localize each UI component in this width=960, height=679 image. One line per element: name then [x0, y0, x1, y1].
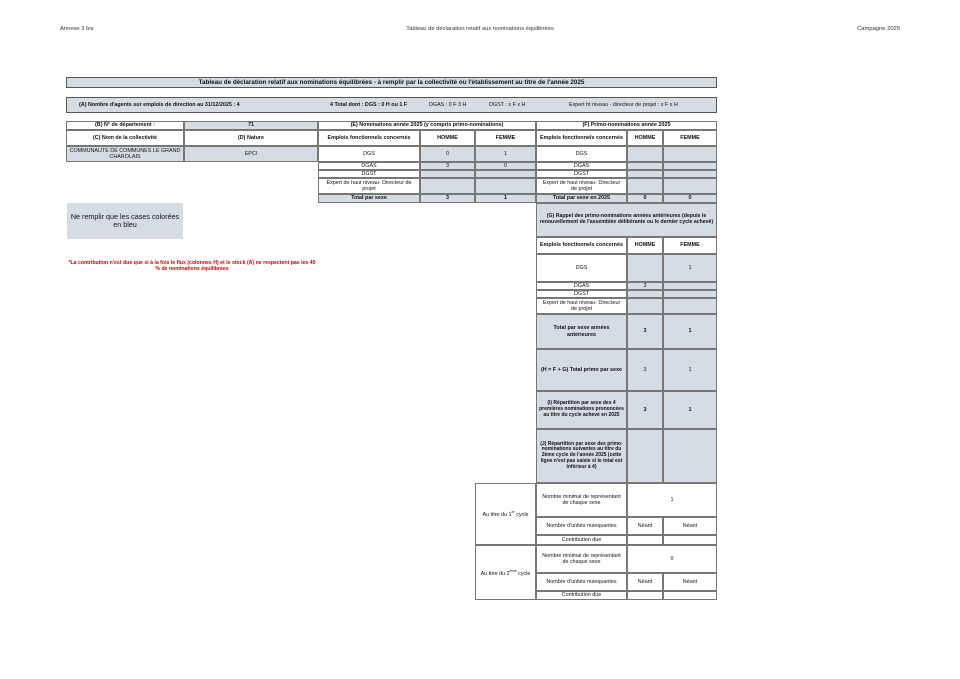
section-i-femme[interactable]: 1 [663, 391, 717, 429]
section-e-title: (E) Nominations année 2025 (y compris primo-nominations) [318, 121, 536, 130]
cycle-2-label-suffix: cycle [516, 570, 531, 577]
section-f-row-label: DGAS [536, 162, 627, 170]
section-e-homme-input[interactable] [420, 170, 475, 178]
section-g-col-femme: FEMME [663, 237, 717, 254]
section-g-femme-input[interactable] [663, 298, 717, 314]
cycle-1-label-sup: er [511, 510, 515, 514]
department-label: (B) N° de département : [66, 121, 184, 130]
section-f-homme-input[interactable] [627, 170, 663, 178]
section-f-col-femme: FEMME [663, 130, 717, 146]
section-g-total-homme: 3 [627, 314, 663, 349]
section-f-row-label: DGS [536, 146, 627, 162]
annex-label: Annexe 3 bis [60, 26, 94, 32]
section-g-homme-input[interactable] [627, 298, 663, 314]
cycle-2-contribution-label: Contribution due [536, 591, 627, 600]
section-g-total-femme: 1 [663, 314, 717, 349]
section-h-femme: 1 [663, 349, 717, 391]
section-g-homme-input[interactable]: 3 [627, 282, 663, 290]
row-a-dgas: DGAS : 0 F 3 H [429, 102, 467, 108]
section-h-homme: 3 [627, 349, 663, 391]
section-e-row-label: DGAS [318, 162, 420, 170]
cycle-2-contribution-femme [663, 591, 717, 600]
section-f-femme-input[interactable] [663, 178, 717, 194]
section-j-label: (J) Répartition par sexe des primo-nominations suivantes au titre du 2ème cycle de l'année 2025 (cette ligne n'est pas saisie si le total est inférieur à 4) [536, 429, 627, 483]
row-a-total: 4 Total dont : DGS : 0 H ou 1 F [330, 102, 408, 108]
cycle-1-contribution-label: Contribution due [536, 535, 627, 545]
main-title: Tableau de déclaration relatif aux nominations équilibrées - à remplir par la collectivité ou l'établissement au titre de l'année 2025 [66, 77, 717, 88]
section-g-homme-input[interactable] [627, 254, 663, 282]
contribution-warning: *La contribution n'est due que si à la fois le flux (colonnes H) et le stock (A) ne respectent pas les 40 % de nominations équilibrées [68, 260, 316, 272]
campaign-label: Campagne 2025 [857, 26, 900, 32]
section-g-femme-input[interactable] [663, 290, 717, 298]
nature-header: (D) Nature [184, 130, 318, 146]
cycle-1-missing-label: Nombre d'unités manquantes [536, 517, 627, 535]
section-e-femme-input[interactable]: 0 [475, 162, 536, 170]
section-f-femme-input[interactable] [663, 162, 717, 170]
section-e-homme-input[interactable] [420, 178, 475, 194]
section-e-col-emploi: Emplois fonctionnels concernés [318, 130, 420, 146]
row-a-dgst: DGST : x F x H [489, 102, 526, 108]
section-f-row-label: Expert de haut niveau- Directeur de projet [536, 178, 627, 194]
cycle-2-label-text: Au titre du 2 [480, 570, 510, 577]
cycle-1-min-label: Nombre minimal de représentant de chaque sexe [536, 483, 627, 517]
section-e-col-homme: HOMME [420, 130, 475, 146]
section-g-col-homme: HOMME [627, 237, 663, 254]
cycle-2-contribution-homme [627, 591, 663, 600]
section-e-homme-input[interactable]: 0 [420, 146, 475, 162]
section-j-femme[interactable] [663, 429, 717, 483]
section-e-total-homme: 3 [420, 194, 475, 203]
cycle-1-missing-femme: Néant [663, 517, 717, 535]
section-g-row-label: DGST [536, 290, 627, 298]
row-a-label: (A) Nombre d'agents sur emplois de direction au 31/12/2025 : 4 [79, 102, 240, 108]
section-f-homme-input[interactable] [627, 162, 663, 170]
cycle-1-label-suffix: cycle [514, 511, 529, 518]
section-f-total-label: Total par sexe en 2025 [536, 194, 627, 203]
section-f-femme-input[interactable] [663, 146, 717, 162]
cycle-2-missing-homme: Néant [627, 573, 663, 591]
section-i-homme[interactable]: 3 [627, 391, 663, 429]
section-g-homme-input[interactable] [627, 290, 663, 298]
nature-value[interactable]: EPCI [184, 146, 318, 162]
section-h-label: (H = F + G) Total primo par sexe [536, 349, 627, 391]
section-e-homme-input[interactable]: 3 [420, 162, 475, 170]
section-g-total-label: Total par sexe années antérieures [536, 314, 627, 349]
collectivity-name-header: (C) Nom de la collectivité [66, 130, 184, 146]
section-f-total-femme: 0 [663, 194, 717, 203]
cycle-2-min-value: 0 [627, 545, 717, 573]
cycle-2-missing-label: Nombre d'unités manquantes [536, 573, 627, 591]
cycle-1-label [475, 483, 536, 545]
cycle-1-contribution-homme [627, 535, 663, 545]
section-g-col-emploi: Emplois fonctionnels concernés [536, 237, 627, 254]
section-f-homme-input[interactable] [627, 146, 663, 162]
section-f-total-homme: 0 [627, 194, 663, 203]
section-e-femme-input[interactable] [475, 170, 536, 178]
section-g-row-label: Expert de haut niveau- Directeur de projet [536, 298, 627, 314]
cycle-2-label-sup: ème [509, 568, 517, 573]
document-title-header: Tableau de déclaration relatif aux nominations équilibrées [406, 26, 554, 32]
cycle-2-label [475, 545, 536, 600]
section-e-total-femme: 1 [475, 194, 536, 203]
cycle-1-contribution-femme [663, 535, 717, 545]
cycle-1-min-value: 1 [627, 483, 717, 517]
section-f-title: (F) Primo-nominations année 2025 [536, 121, 717, 130]
section-e-row-label: DGST [318, 170, 420, 178]
instruction-note: Ne remplir que les cases colorées en bleu [67, 203, 183, 239]
section-e-femme-input[interactable] [475, 178, 536, 194]
section-g-femme-input[interactable]: 1 [663, 254, 717, 282]
section-e-row-label: Expert de haut niveau- Directeur de projet [318, 178, 420, 194]
section-e-col-femme: FEMME [475, 130, 536, 146]
section-g-row-label: DGS [536, 254, 627, 282]
section-f-col-emploi: Emplois fonctionnels concernés [536, 130, 627, 146]
collectivity-name-value[interactable]: COMMUNAUTE DE COMMUNES LE GRAND CHAROLAIS [66, 146, 184, 162]
section-g-row-label: DGAS [536, 282, 627, 290]
section-e-femme-input[interactable]: 1 [475, 146, 536, 162]
section-f-col-homme: HOMME [627, 130, 663, 146]
section-e-row-label: DGS [318, 146, 420, 162]
section-j-homme[interactable] [627, 429, 663, 483]
section-i-label: (I) Répartition par sexe des 4 premières nominations prononcées au titre du cycle achevé en 2025 [536, 391, 627, 429]
section-g-femme-input[interactable] [663, 282, 717, 290]
cycle-2-missing-femme: Néant [663, 573, 717, 591]
department-value[interactable]: 71 [184, 121, 318, 130]
cycle-2-min-label: Nombre minimal de représentant de chaque sexe [536, 545, 627, 573]
section-f-row-label: DGST [536, 170, 627, 178]
section-g-title: (G) Rappel des primo-nominations années antérieures (depuis le renouvellement de l'assemblée délibérante ou le dernier cycle achevé) [536, 203, 717, 237]
section-f-femme-input[interactable] [663, 170, 717, 178]
cycle-1-label-text: Au titre du 1 [482, 511, 512, 518]
row-a-bar [66, 97, 717, 113]
section-f-homme-input[interactable] [627, 178, 663, 194]
row-a-expert: Expert ht niveau - directeur de projet : x F x H [569, 102, 678, 108]
cycle-1-missing-homme: Néant [627, 517, 663, 535]
section-e-total-label: Total par sexe [318, 194, 420, 203]
